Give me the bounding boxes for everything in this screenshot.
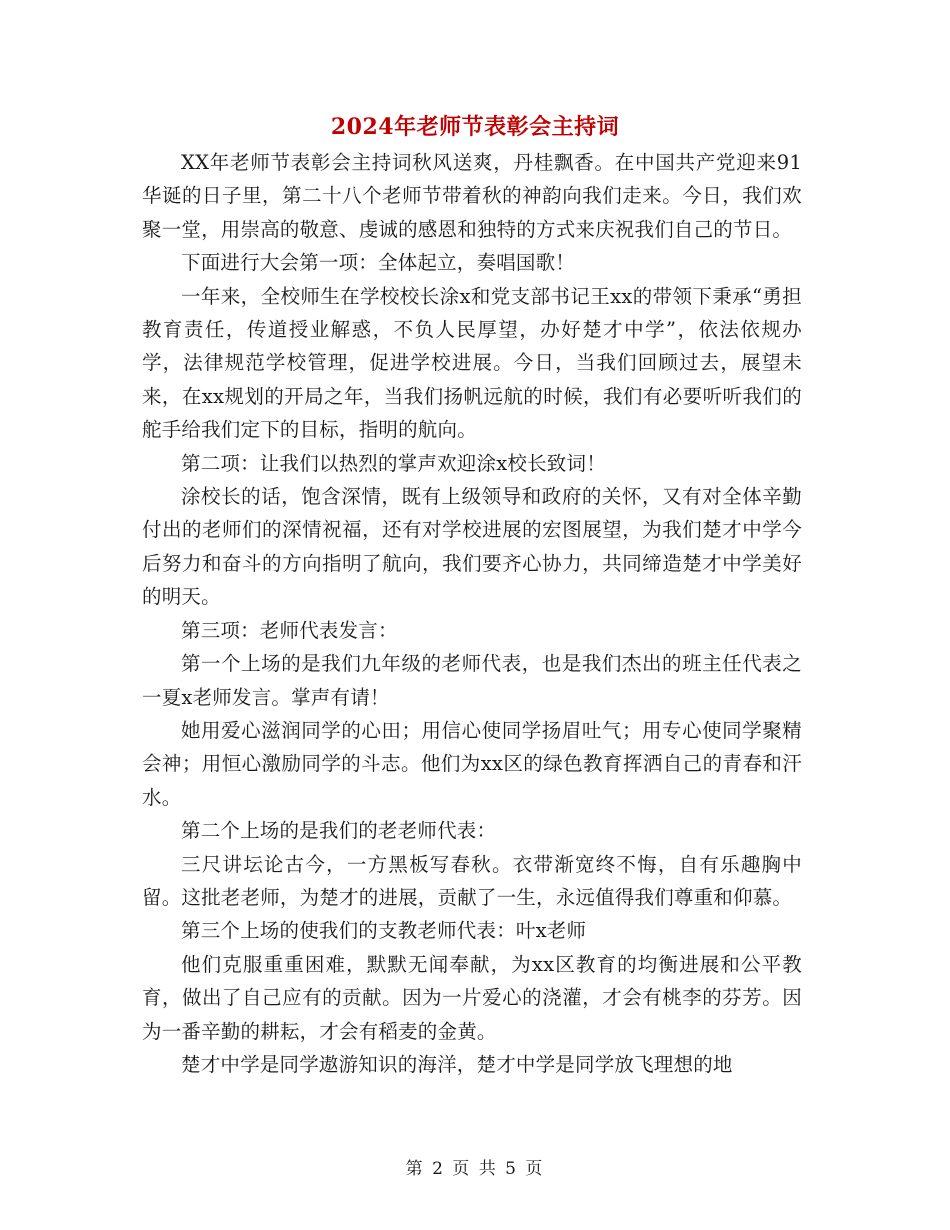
paragraph: 他们克服重重困难，默默无闻奉献，为xx区教育的均衡进展和公平教育，做出了自己应有的贡献。因为一片爱心的浇灌，才会有桃李的芬芳。因为一番辛勤的耕耘，才会有稻麦的金黄。	[142, 952, 802, 1043]
paragraph: 第二项：让我们以热烈的掌声欢迎涂x校长致词！	[181, 451, 606, 475]
paragraph: 下面进行大会第一项：全体起立，奏唱国歌！	[181, 251, 576, 275]
document-body	[142, 146, 802, 1081]
paragraph: 她用爱心滋润同学的心田；用信心使同学扬眉吐气；用专心使同学聚精会神；用恒心激励同学的斗志。他们为xx区的绿色教育挥洒自己的青春和汗水。	[142, 718, 802, 809]
paragraph: 一年来，全校师生在学校校长涂x和党支部书记王xx的带领下秉承“勇担教育责任，传道授业解惑，不负人民厚望，办好楚才中学”，依法依规办学，法律规范学校管理，促进学校进展。今日，当我们回顾过去，展望未来，在xx规划的开局之年，当我们扬帆远航的时候，我们有必要听听我们的舵手给我们定下的目标，指明的航向。	[142, 284, 802, 442]
paragraph: 第三个上场的使我们的支教老师代表：叶x老师	[181, 919, 587, 943]
page-footer: 第 2 页 共 5 页	[405, 1159, 545, 1179]
paragraph: 涂校长的话，饱含深情，既有上级领导和政府的关怀，又有对全体辛勤付出的老师们的深情祝福，还有对学校进展的宏图展望，为我们楚才中学今后努力和奋斗的方向指明了航向，我们要齐心协力，共同缔造楚才中学美好的明天。	[142, 485, 802, 609]
paragraph: 第二个上场的是我们的老老师代表：	[181, 819, 497, 843]
paragraph: XX年老师节表彰会主持词秋风送爽，丹桂飘香。在中国共产党迎来91华诞的日子里，第二十八个老师节带着秋的神韵向我们走来。今日，我们欢聚一堂，用崇高的敬意、虔诚的感恩和独特的方式来庆祝我们自己的节日。	[142, 151, 802, 241]
paragraph: 三尺讲坛论古今，一方黑板写春秋。衣带渐宽终不悔，自有乐趣胸中留。这批老老师，为楚才的进展，贡献了一生，永远值得我们尊重和仰慕。	[142, 852, 802, 909]
document-title: 2024年老师节表彰会主持词	[330, 114, 620, 140]
paragraph: 楚才中学是同学遨游知识的海洋，楚才中学是同学放飞理想的地	[181, 1052, 733, 1076]
paragraph: 第三项：老师代表发言：	[181, 618, 398, 642]
paragraph: 第一个上场的是我们九年级的老师代表，也是我们杰出的班主任代表之一夏x老师发言。掌声有请！	[142, 652, 802, 709]
